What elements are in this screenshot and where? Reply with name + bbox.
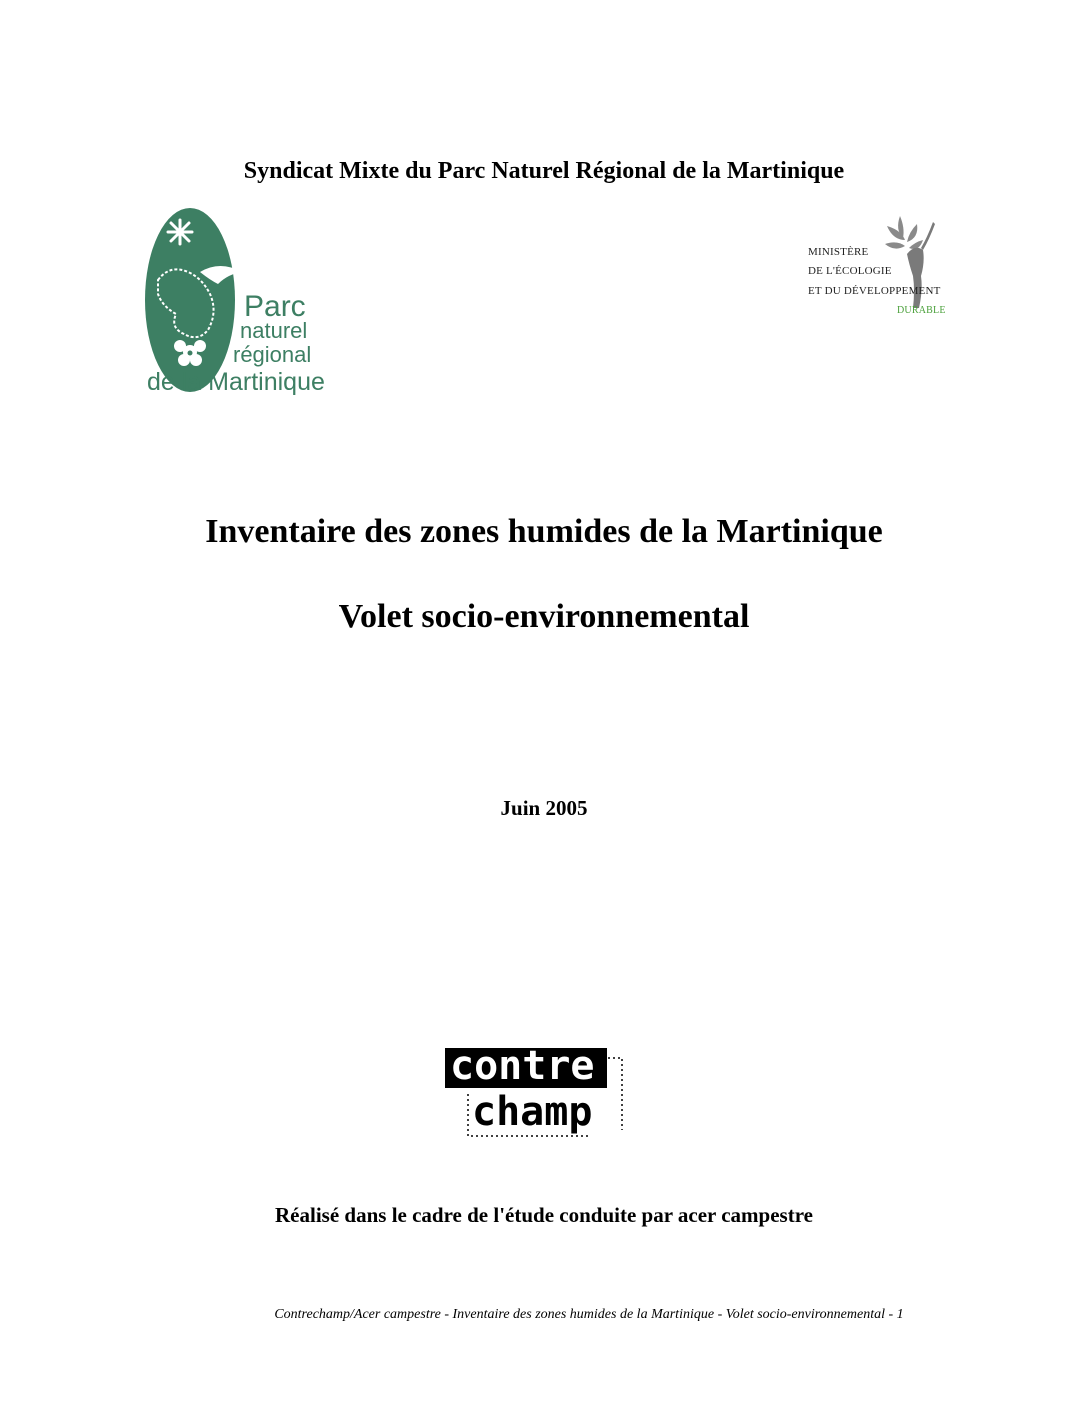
ministere-logo-text: DURABLE <box>897 305 946 316</box>
page-footer: Contrechamp/Acer campestre - Inventaire des zones humides de la Martinique - Volet socio-environnemental - 1 <box>274 1307 904 1322</box>
parc-logo-text: Parc <box>244 290 306 323</box>
parc-logo-text: naturel <box>240 318 308 343</box>
contrechamp-logo-word: contre <box>450 1043 595 1089</box>
parc-logo-text: de la Martinique <box>147 368 325 396</box>
organization-header: Syndicat Mixte du Parc Naturel Régional de la Martinique <box>243 158 845 184</box>
ministere-logo-text: DE L'ÉCOLOGIE <box>808 265 892 277</box>
document-subtitle: Volet socio-environnemental <box>338 598 750 635</box>
contrechamp-logo-word: champ <box>472 1089 593 1135</box>
credit-line: Réalisé dans le cadre de l'étude conduite par acer campestre <box>275 1203 813 1227</box>
ministere-logo-text: MINISTÈRE <box>808 246 869 258</box>
parc-logo-text: régional <box>233 342 312 367</box>
document-title: Inventaire des zones humides de la Martinique <box>205 513 883 550</box>
document-date: Juin 2005 <box>500 796 588 820</box>
ministere-logo-text: ET DU DÉVELOPPEMENT <box>808 285 941 297</box>
